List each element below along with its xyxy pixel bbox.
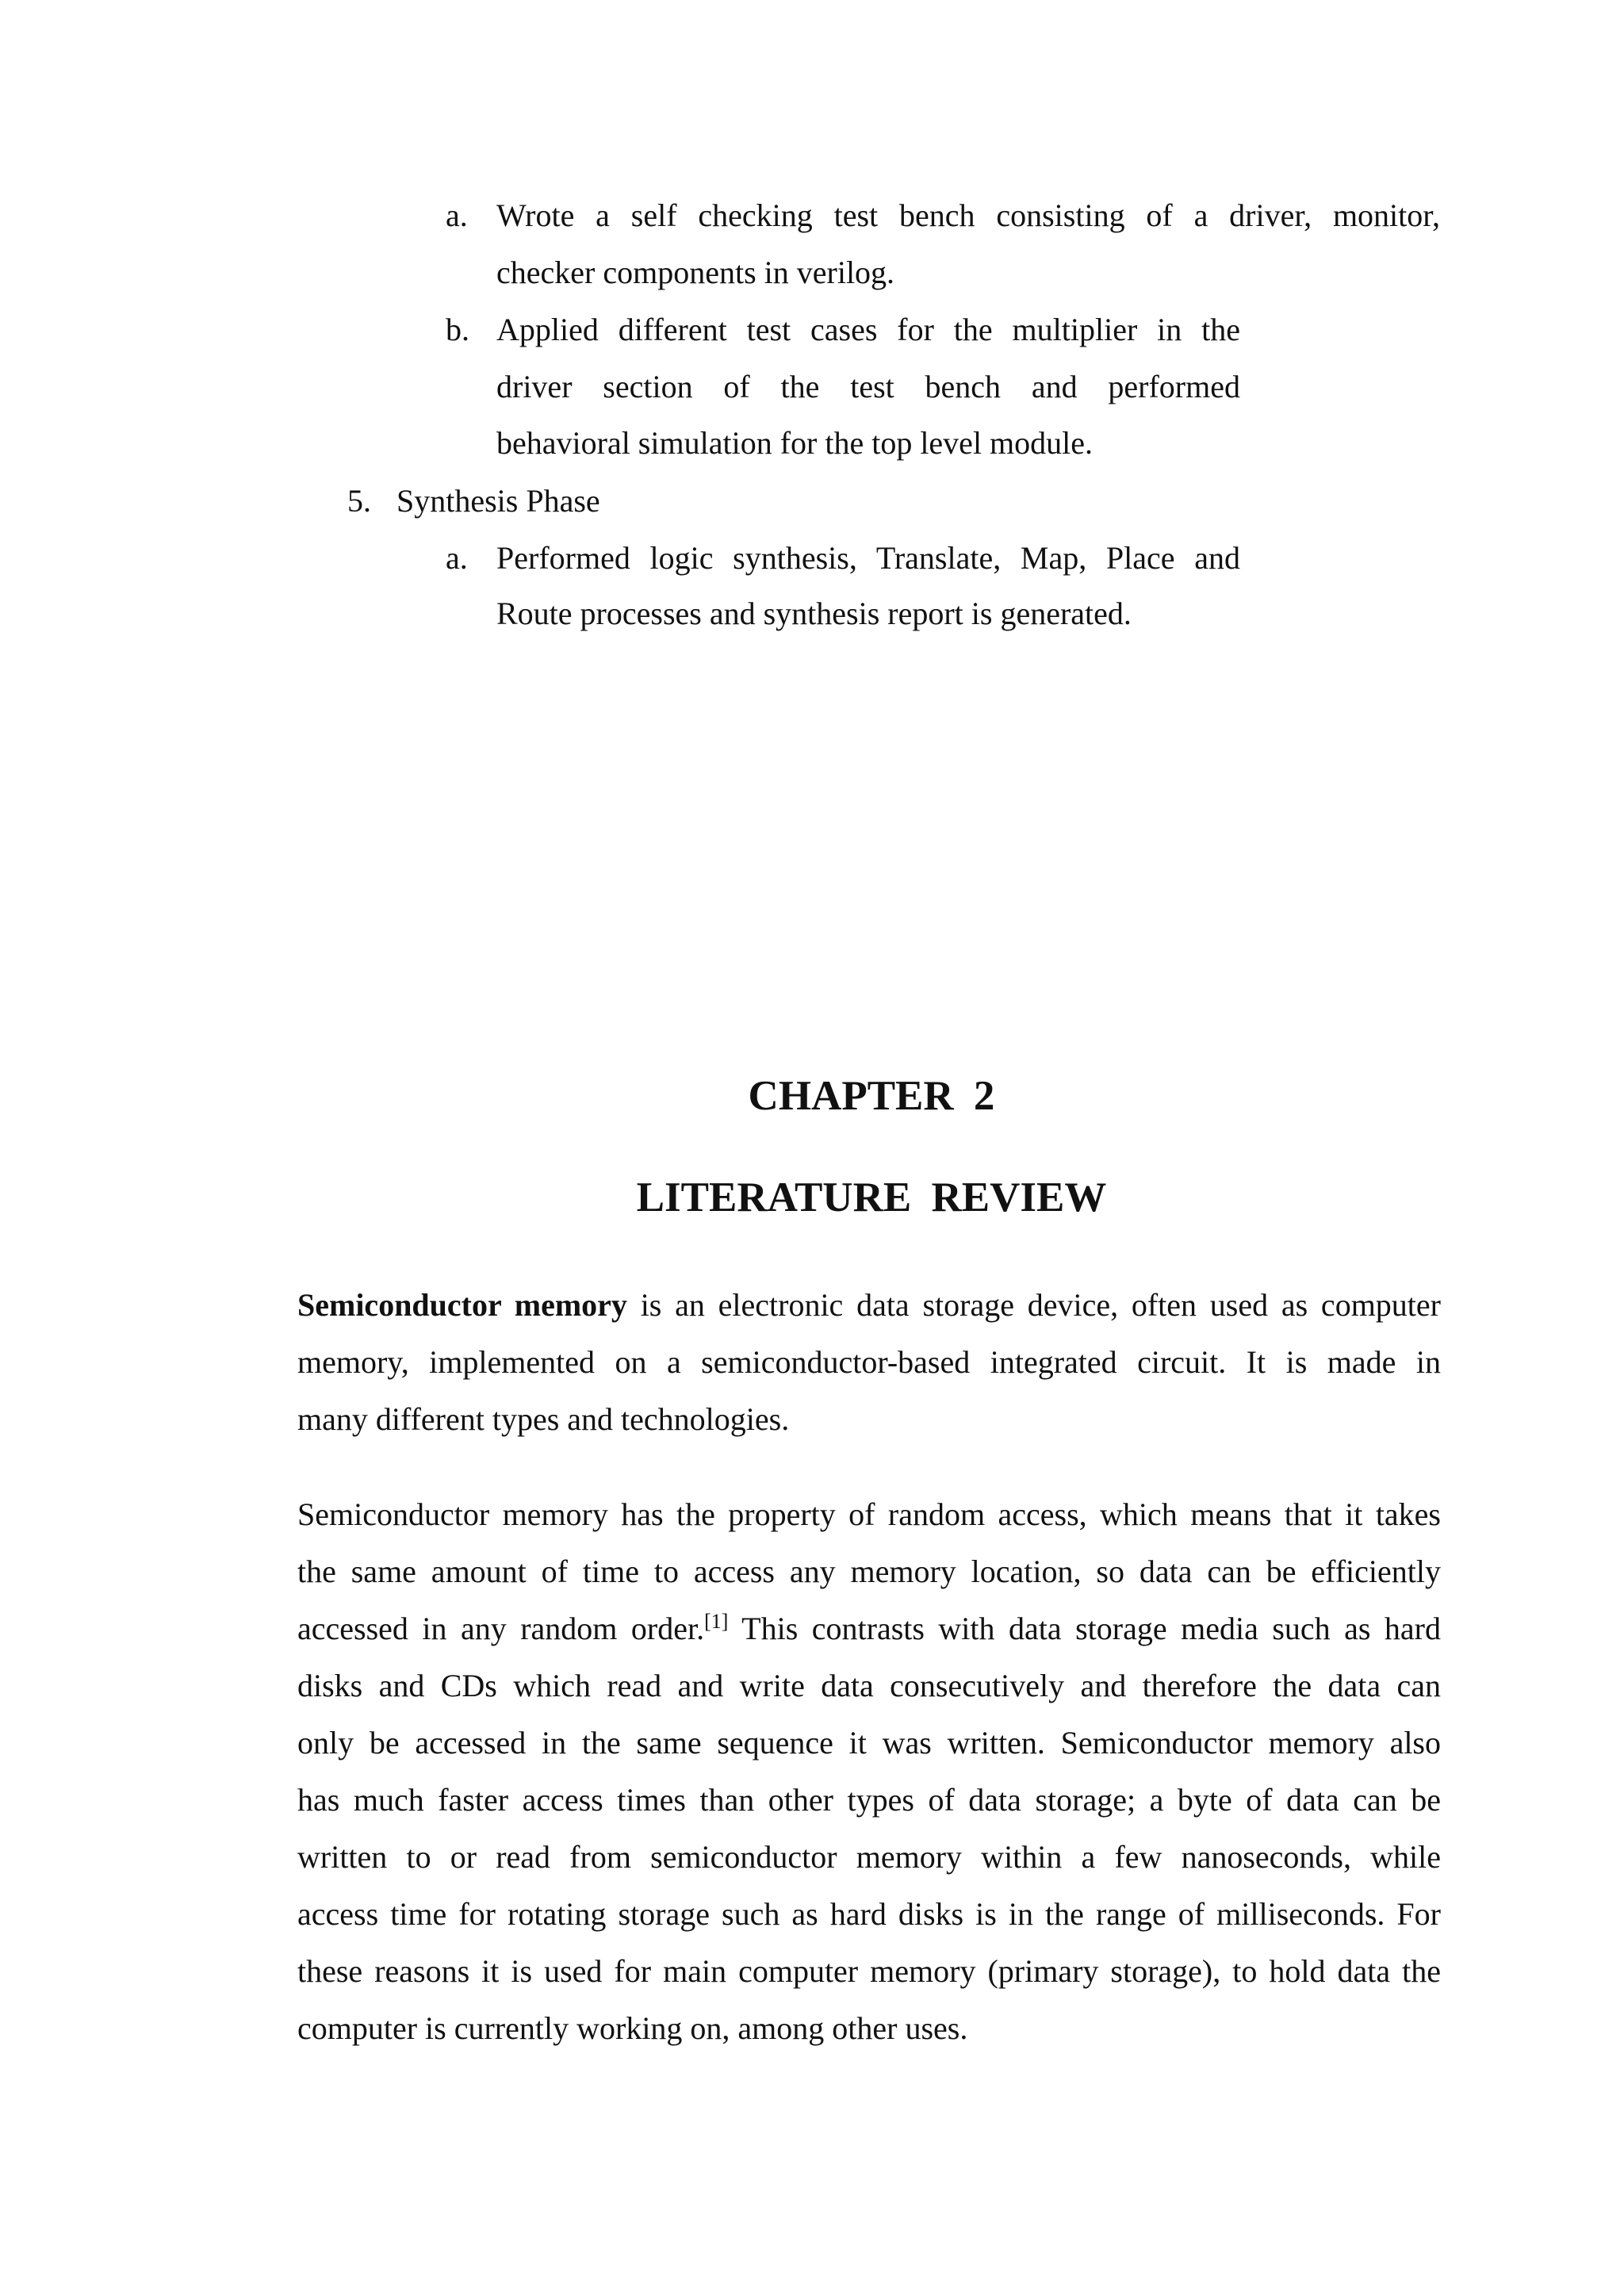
citation-ref: [1]	[704, 1610, 729, 1633]
paragraph-2-line-3-pre: accessed in any random order.	[297, 1611, 705, 1646]
list-marker-5a: a.	[446, 540, 468, 576]
paragraph-2-line-7: written to or read from semiconductor memory within a few nanoseconds, while	[297, 1839, 1441, 1875]
chapter-number-heading: CHAPTER 2	[748, 1073, 995, 1119]
paragraph-1-line-1-rest: is an electronic data storage device, often used as computer	[626, 1287, 1441, 1323]
paragraph-2-line-1: Semiconductor memory has the property of random access, which means that it takes	[297, 1496, 1441, 1532]
list-marker-b: b.	[446, 312, 469, 347]
paragraph-1-line-2: memory, implemented on a semiconductor-based integrated circuit. It is made in	[297, 1344, 1441, 1380]
list-marker-5: 5.	[347, 483, 371, 519]
paragraph-2-line-4: disks and CDs which read and write data consecutively and therefore the data can	[297, 1668, 1441, 1703]
chapter-title-heading: LITERATURE REVIEW	[636, 1174, 1107, 1220]
list-item-5a-line-2: Route processes and synthesis report is generated.	[496, 596, 1132, 631]
list-marker-a: a.	[446, 197, 468, 233]
paragraph-2-line-3-post: This contrasts with data storage media such as hard	[728, 1611, 1441, 1646]
paragraph-2-line-8: access time for rotating storage such as hard disks is in the range of milliseconds. For	[297, 1896, 1441, 1932]
list-item-b-line-3: behavioral simulation for the top level module.	[496, 425, 1094, 461]
paragraph-2-line-3	[297, 1610, 1441, 1648]
list-item-a-line-1: Wrote a self checking test bench consisting of a driver, monitor,	[496, 197, 1440, 233]
list-item-b-line-2: driver section of the test bench and performed	[496, 369, 1240, 404]
paragraph-2-line-6: has much faster access times than other types of data storage; a byte of data can be	[297, 1782, 1441, 1818]
list-item-b-line-1: Applied different test cases for the multiplier in the	[496, 312, 1240, 347]
bold-term: Semiconductor memory	[297, 1287, 627, 1323]
paragraph-2-line-9: these reasons it is used for main computer memory (primary storage), to hold data the	[297, 1953, 1441, 1989]
paragraph-2-line-10: computer is currently working on, among other uses.	[297, 2010, 968, 2046]
paragraph-2-line-5: only be accessed in the same sequence it was written. Semiconductor memory also	[297, 1725, 1441, 1761]
synthesis-phase-label: Synthesis Phase	[396, 483, 600, 519]
paragraph-1-line-1	[297, 1286, 1441, 1324]
list-item-5a-line-1: Performed logic synthesis, Translate, Map, Place and	[496, 540, 1240, 576]
list-item-a-line-2: checker components in verilog.	[496, 255, 895, 290]
paragraph-1-line-3: many different types and technologies.	[297, 1401, 790, 1437]
paragraph-2-line-2: the same amount of time to access any memory location, so data can be efficiently	[297, 1554, 1441, 1589]
